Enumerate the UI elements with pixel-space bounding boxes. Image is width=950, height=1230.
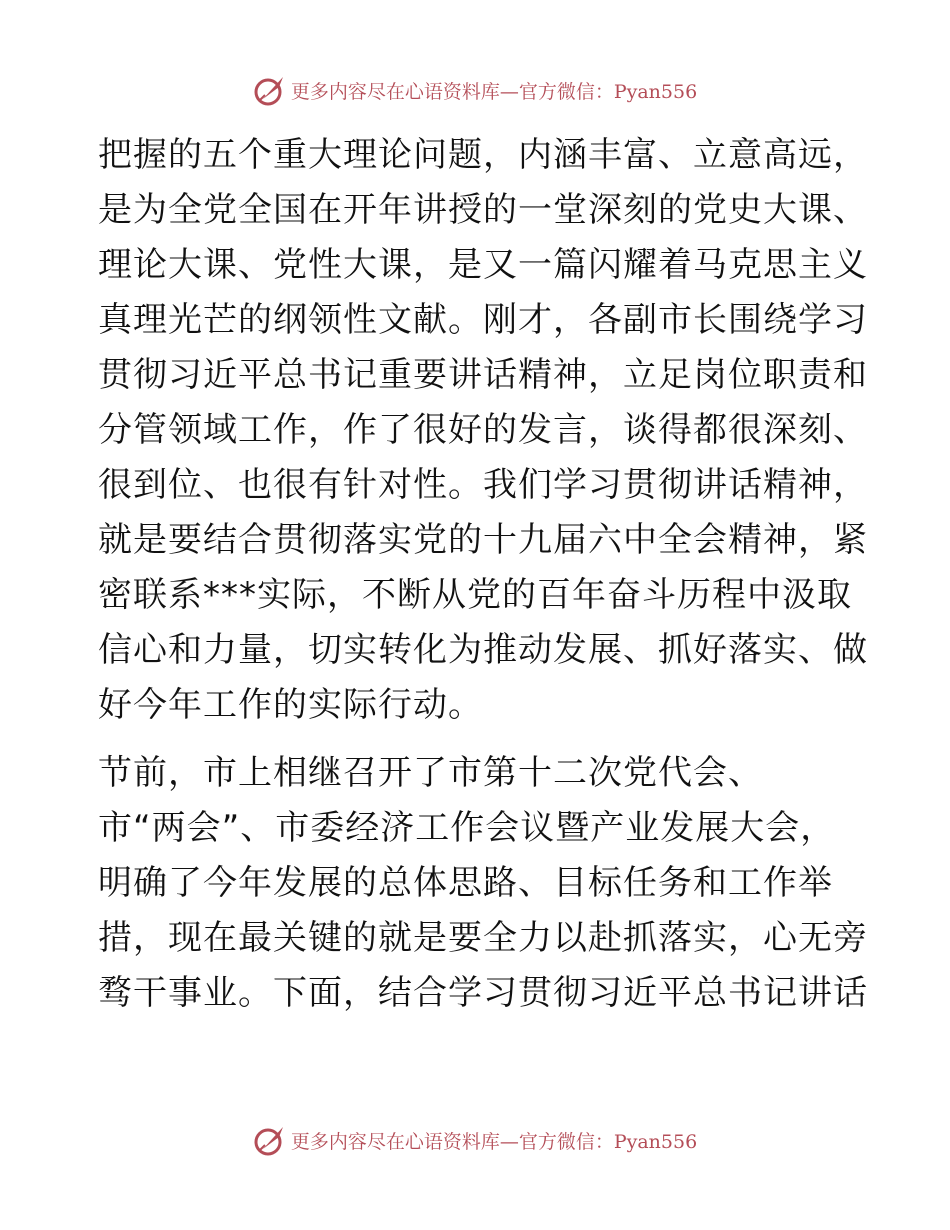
text-line: 信心和力量，切实转化为推动发展、抓好落实、做 — [98, 630, 868, 670]
banner-text: 更多内容尽在心语资料库—官方微信：Pyan556 — [290, 80, 698, 103]
paragraph-2 — [98, 746, 868, 1021]
text-line: 把握的五个重大理论问题，内涵丰富、立意高远， — [98, 135, 868, 175]
text-line: 节前，市上相继召开了市第十二次党代会、 — [98, 753, 763, 793]
text-line: 很到位、也很有针对性。我们学习贯彻讲话精神， — [98, 465, 868, 505]
header-banner — [0, 70, 950, 110]
footer-banner — [0, 1120, 950, 1160]
quill-logo-icon — [253, 1123, 287, 1157]
paragraph-1 — [98, 128, 868, 733]
quill-logo-icon — [253, 73, 287, 107]
banner-text: 更多内容尽在心语资料库—官方微信：Pyan556 — [290, 1130, 698, 1153]
paragraph-gap — [98, 733, 858, 746]
text-line: 贯彻习近平总书记重要讲话精神，立足岗位职责和 — [98, 355, 868, 395]
text-line: 措，现在最关键的就是要全力以赴抓落实，心无旁 — [98, 918, 868, 958]
text-line: 骛干事业。下面，结合学习贯彻习近平总书记讲话 — [98, 973, 868, 1013]
text-line: 好今年工作的实际行动。 — [98, 685, 483, 725]
text-line: 真理光芒的纲领性文献。刚才，各副市长围绕学习 — [98, 300, 868, 340]
text-line: 密联系***实际，不断从党的百年奋斗历程中汲取 — [98, 575, 852, 615]
text-line: 就是要结合贯彻落实党的十九届六中全会精神，紧 — [98, 520, 868, 560]
text-line: 是为全党全国在开年讲授的一堂深刻的党史大课、 — [98, 190, 868, 230]
text-line: 分管领域工作，作了很好的发言，谈得都很深刻、 — [98, 410, 868, 450]
text-line: 市“两会”、市委经济工作会议暨产业发展大会， — [98, 808, 836, 848]
document-body — [98, 128, 868, 1021]
text-line: 理论大课、党性大课，是又一篇闪耀着马克思主义 — [98, 245, 868, 285]
text-line: 明确了今年发展的总体思路、目标任务和工作举 — [98, 863, 833, 903]
